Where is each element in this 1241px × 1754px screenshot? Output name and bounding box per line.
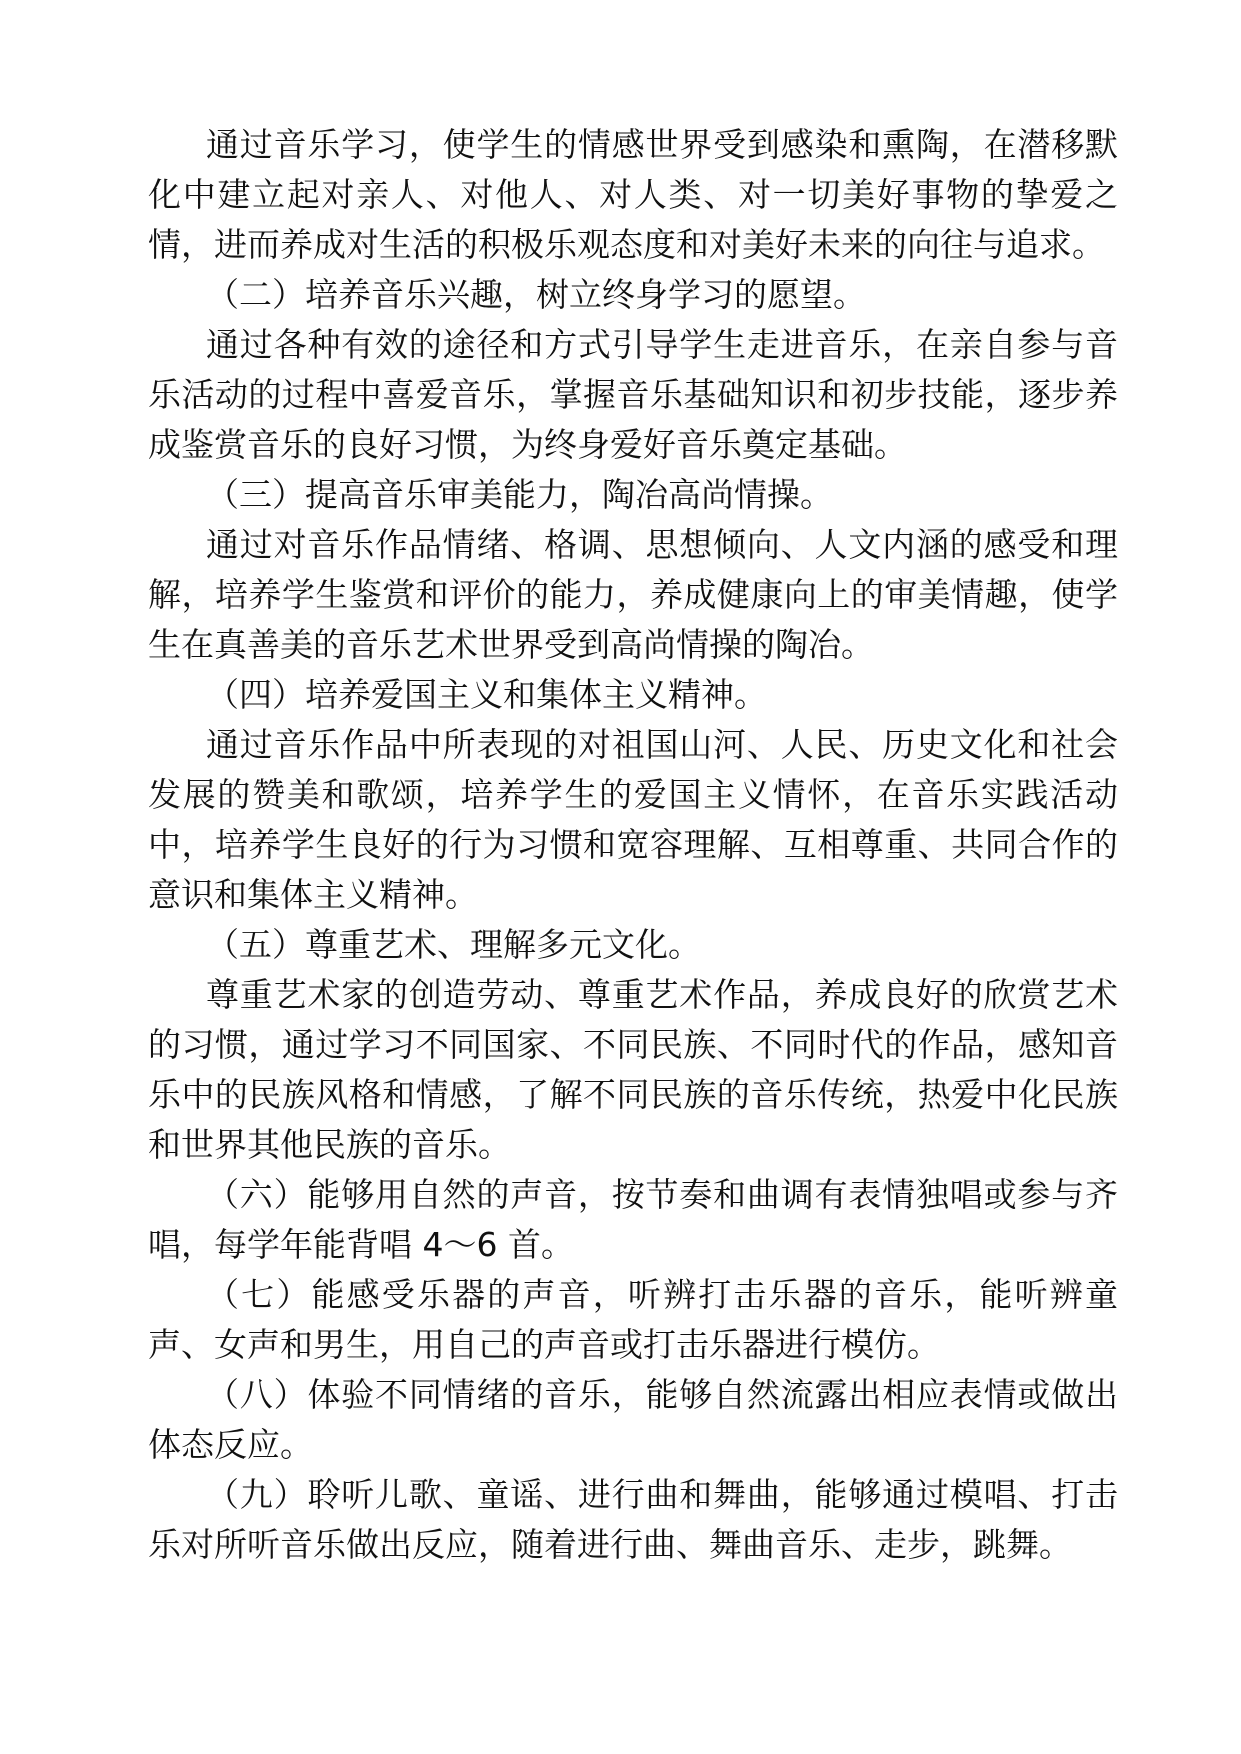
item-8-emotions: （八）体验不同情绪的音乐，能够自然流露出相应表情或做出体态反应。: [148, 1375, 1118, 1464]
paragraph-music-learning: 通过音乐学习，使学生的情感世界受到感染和熏陶，在潜移默化中建立起对亲人、对他人、对人类、对一切美好事物的挚爱之情，进而养成对生活的积极乐观态度和对美好未来的向往与追求。: [148, 125, 1118, 264]
section-heading-5: （五）尊重艺术、理解多元文化。: [206, 925, 701, 964]
item-9-listening: （九）聆听儿歌、童谣、进行曲和舞曲，能够通过模唱、打击乐对所听音乐做出反应，随着进行曲、舞曲音乐、走步，跳舞。: [148, 1475, 1118, 1564]
paragraph-aesthetics: 通过对音乐作品情绪、格调、思想倾向、人文内涵的感受和理解，培养学生鉴赏和评价的能力，养成健康向上的审美情趣，使学生在真善美的音乐艺术世界受到高尚情操的陶冶。: [148, 525, 1118, 664]
paragraph-interest: 通过各种有效的途径和方式引导学生走进音乐，在亲自参与音乐活动的过程中喜爱音乐，掌握音乐基础知识和初步技能，逐步养成鉴赏音乐的良好习惯，为终身爱好音乐奠定基础。: [148, 325, 1118, 464]
section-heading-2: （二）培养音乐兴趣，树立终身学习的愿望。: [206, 275, 866, 314]
paragraph-patriotism: 通过音乐作品中所表现的对祖国山河、人民、历史文化和社会发展的赞美和歌颂，培养学生的爱国主义情怀，在音乐实践活动中，培养学生良好的行为习惯和宽容理解、互相尊重、共同合作的意识和集体主义精神。: [148, 725, 1118, 914]
section-heading-4: （四）培养爱国主义和集体主义精神。: [206, 675, 767, 714]
section-heading-3: （三）提高音乐审美能力，陶冶高尚情操。: [206, 475, 833, 514]
item-6-singing: （六）能够用自然的声音，按节奏和曲调有表情独唱或参与齐唱，每学年能背唱 4～6 首。: [148, 1175, 1118, 1264]
item-7-instruments: （七）能感受乐器的声音，听辨打击乐器的音乐，能听辨童声、女声和男生，用自己的声音或打击乐器进行模仿。: [148, 1275, 1118, 1364]
paragraph-culture: 尊重艺术家的创造劳动、尊重艺术作品，养成良好的欣赏艺术的习惯，通过学习不同国家、不同民族、不同时代的作品，感知音乐中的民族风格和情感，了解不同民族的音乐传统，热爱中化民族和世界其他民族的音乐。: [148, 975, 1118, 1164]
document-page: [148, 120, 1118, 1570]
